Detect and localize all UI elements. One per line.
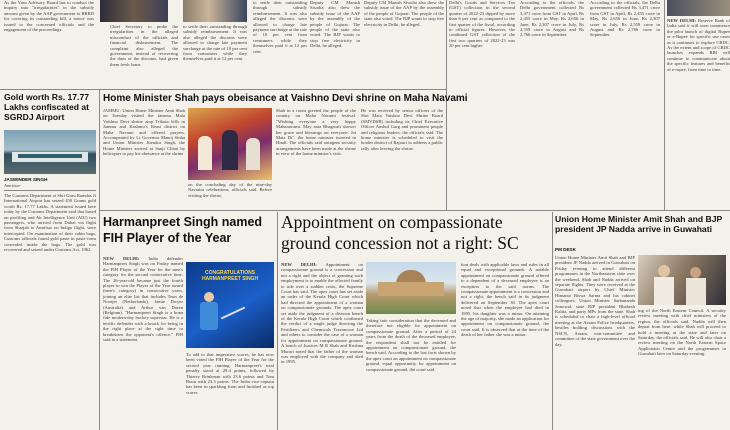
shah-col-3: Shah in a room greeted the people of the country on Maha Navami festival. "Wishing everyone a very happy Mahanavami. May maa Bhagwati shower her grace and blessings on everyone. Jai Mata Di", the home minister tweeted in Hindi. The officials said stringent security arrangements have been made at the shrine in view of the home minister's visit. [276, 108, 358, 157]
top-col-6: According to the officials, the Delhi government collected Rs 3,471 crore from GST in April, Rs 2,455 crore in May, Rs 2,656 in June, Rs 2,307 crore in July, Rs 2,559 crore in August and Rs 2,766 crore in September. [520, 0, 586, 38]
top-col-2: Chief Secretary to probe the irregularities in the alleged misconduct of the officials and financial disbursement. The complaint also alleged the government, instead of recovering the dues of the discoms, had given them fresh loans. [110, 24, 180, 67]
harman-kicker: NEW DELHI: [103, 256, 140, 261]
nadda-headline: Union Home Minister Amit Shah and BJP president JP Nadda arrive in Guwahati [555, 214, 723, 234]
appointment-col-3: tion deals with applicable laws and rules in all equal and exceptional grounds. A notable appointment on compassionate ground offered to a dependent of a deceased employee is an exception to the said norms. The compassionate appointment is a concession and not a right, the bench said in its judgment delivered on September 30. The apex court noted that when the employee had died in 1995, his daughter was a minor. On attaining the age of majority, she made an application for appointment on compassionate ground, the court said. It is observed that at the time of the death of her father she was a minor. [461, 262, 551, 338]
appointment-headline-line-1: Appointment on compassionate [281, 212, 503, 232]
rbi-photo [667, 0, 730, 16]
shah-col-1: JAMMU: Union Home Minister Amit Shah on Tuesday visited the famous Mata Vaishno Devi shrine atop Trikuta hills in Jammu and Kashmir's Reasi district on Maha Navami and offered prayers. Accompanied by Lt Governor Manoj Sinha and Union Minister Jitendra Singh, the Home Minister arrived at Sanji Chhat by helicopter to pay his obeisance at the shrine [103, 108, 187, 157]
gold-headline: Gold worth Rs. 17.77 Lakhs confiscated at SGRDJ Airport [4, 92, 90, 122]
gold-photo [4, 130, 96, 174]
appointment-col-2: Taking into consideration that the deceased and therefore not eligible for appointment on compassionate ground. After a period of 24 years from the death of the deceased employee, the respondent shall not be entitled for appointment on compassionate ground, the bench said. According to the last facts shown by the apex court an appointment on compassionate ground, equal opportunity for appointment on compassionate ground, the court said. [366, 318, 458, 372]
top-col-5: Delhi's Goods and Services Tax (GST) collection in the second quarter of 2022-23 dipped by more than 6 per cent as compared to the first quarter of the fiscal, according to official figures. However, the combined GST collection of the first two quarters of 2022-23 was 20 per cent higher. [449, 0, 517, 49]
gold-byline: JASWINDER SINGH [4, 177, 48, 182]
gold-location: Amritsar [4, 183, 21, 188]
gold-body: The Customs Department at Shri Guru Ramdas Ji International Airport has seized 450 Grams gold worth Rs. 17.77 Lakhs. A statement issued here today by the Customs Department said that based on profiling and Air Intelligence Unit (AIU) two passengers, who arrived from Dubai via flight from Sharjah to Amritsar on Indigo flight, were intercepted. On examination of their cabin bags, Customs officials found gold paste in paste form concealed inside the bags. The gold was recovered and seized under Customs Act, 1962. [4, 193, 98, 253]
divider-top [0, 89, 447, 90]
divider-gold [99, 90, 100, 430]
shah-col-2: on the concluding day of the nine-day Navratra celebrations, officials said. Before visiting the shrine, [188, 182, 274, 198]
appointment-headline [281, 212, 551, 258]
gold-rule [4, 190, 96, 191]
divider-harman [277, 212, 278, 430]
harman-col-2: To add to that imperative scores, he has now been voted the FIH Player of the Year for the second year running. Harmanpreet's total penalty stood at 29.4 points, followed by Thierry Brinkman with 23.6 points and Tom Boon with 23.3 points. The India vice-captain has been in sparkling form and finished as top scorer. [186, 352, 276, 395]
top-col-3: to settle their outstanding through subsidy reimbursement. It was also alleged the discoms were allowed to charge late payment surcharge at the rate of 18 per cent from consumers while they themselves paid it at 12 per cent. [183, 24, 249, 62]
harman-col-1 [103, 256, 183, 430]
divider-middle [100, 210, 730, 211]
shah-headline: Home Minister Shah pays obeisance at Vaishno Devi shrine on Maha Navami [103, 93, 468, 104]
top-col-6b: According to the officials, the Delhi government collected Rs 3,471 crore from GST in April, Rs 2,455 crore in May, Rs 2,656 in June, Rs 2,307 crore in July, Rs 2,559 crore in August and Rs 2,766 crore in September. [590, 0, 662, 38]
top-col-4b: Deputy CM Manish Sisodia also drew the subsidy issue of the AAP by the assembly of the people of Gujarat. The people of the state also voted. The BJP wants to stop free electricity in Delhi, he alleged. [364, 0, 446, 27]
appointment-col-1 [281, 262, 363, 430]
divider-vertical-2 [664, 0, 665, 210]
nadda-col-1: Union Home Minister Amit Shah and BJP president JP Nadda arrived in Guwahati on Friday evening to attend different programmes in the Northeastern state over the weekend. Shah and Nadda arrived on separate flights. They were received at the Guwahati airport by Chief Minister Himanta Biswa Sarma and his cabinet colleagues, Union Minister Sarbananda Sonowal, state BJP president Bhabesh Kalita, and party MPs from the state. Shah is scheduled to chair a high-level official meeting at the Assam Police headquarters, besides holding discussions with the NSCN, Assam, non-committee and committee of the state government over the day. [555, 255, 637, 347]
top-col-1: As the Vasu Advisory Board has to conduct the inquiry into "irregularities" in the subsidy amount given by the AAP government to BRRD for covering its outstanding bill, a notice was issued to the concerned officials and the engagement of the proceedings. [4, 0, 96, 33]
rbi-kicker: NEW DELHI: [667, 18, 697, 23]
shah-photo [188, 108, 272, 180]
harman-headline: Harmanpreet Singh named FIH Player of the Year [103, 215, 263, 245]
shah-col-4: He was received by senior officers of the Shri Mata Vaishno Devi Shrine Board (SMVDSB) including its Chief Executive Officer Anshul Garg and prominent people and religious leaders, the officials said. The home minister is scheduled to visit the border district of Rajouri to address a public rally after leaving the shrine. [361, 108, 445, 151]
appointment-kicker: NEW DELHI: [281, 262, 317, 267]
top-photo-2 [183, 0, 247, 22]
nadda-kicker: PM DESK [555, 247, 576, 252]
harman-photo-banner: CONGRATULATIONS HARMANPREET SINGH [201, 270, 259, 282]
divider-appointment [552, 212, 553, 430]
appointment-col-1-text: Appointment on compassionate ground is a concession and not a right and the object of granting such employment is to enable the affected family to tide over a sudden crisis, the Supreme Court has said. The apex court has set aside an order of the Kerala High Court which had directed the appointment of a woman on compassionate grounds. The apex court set aside the judgment of a division bench of the Kerala High Court which confirmed the verdict of a single judge directing the Fertilizers and Chemicals Travancore Ltd and others to consider the case of a woman for appointment on compassionate ground. A bench of Justices M R Shah and Krishna Murari noted that the father of the woman was employed with the company and died in 1995. [281, 262, 365, 365]
rbi-column [667, 0, 730, 210]
harman-col-1-text: India defender Harmanpreet Singh was on Friday named the FIH Player of the Year for the men's category for the second consecutive time. The 26-year-old became just the fourth player to win the Player of the Year award (men's category) in consecutive years, joining an elite list that includes Teun de Nooijer (Netherlands), Jamie Dwyer (Australia) and Arthur van Doren (Belgium). "Harmanpreet Singh is a bona fide modern-day hockey superstar. He is a terrific defender with a knack for being in the right place at the right time to breakdown the opponent's offence," FIH said in a statement. [103, 256, 185, 343]
harman-photo [186, 262, 274, 348]
top-col-4: Deputy CM Manish Sisodia also drew the subsidy issue of the AAP by the assembly of the people of Gujarat. The people of the state also voted. The BJP wants to stop free electricity in Delhi, he alleged. [310, 0, 362, 49]
appointment-headline-line-2: ground concession not a right: SC [281, 233, 519, 253]
supreme-court-photo [366, 262, 456, 314]
rbi-body: Reserve Bank of India said it will soon commence the pilot launch of digital Rupee or e-Rupee for specific use cases as it continues to explore CBDC. As the extent and scope of CBDC launches expands RBI will continue to communicate about the specific features and benefits of e-rupee, from time to time. [667, 18, 730, 72]
top-col-3b: to settle their outstanding through subsidy reimbursement. It was also alleged the discoms were allowed to charge late payment surcharge at the rate of 18 per cent from consumers while they themselves paid it at 12 per cent. [253, 0, 309, 54]
top-photo-1 [100, 0, 168, 22]
nadda-photo [638, 255, 726, 305]
nadda-col-2: ing of the North Eastern Council. A security review meeting with chief ministers of the region, the officials said. Nadda will then depart from here, while Shah will proceed to hold a meeting at the state and later on Saturday, the officials said. He will also chair a review meeting on the North Eastern Space Application Centre and the programmes in Guwahati later on Saturday evening. [638, 308, 728, 357]
